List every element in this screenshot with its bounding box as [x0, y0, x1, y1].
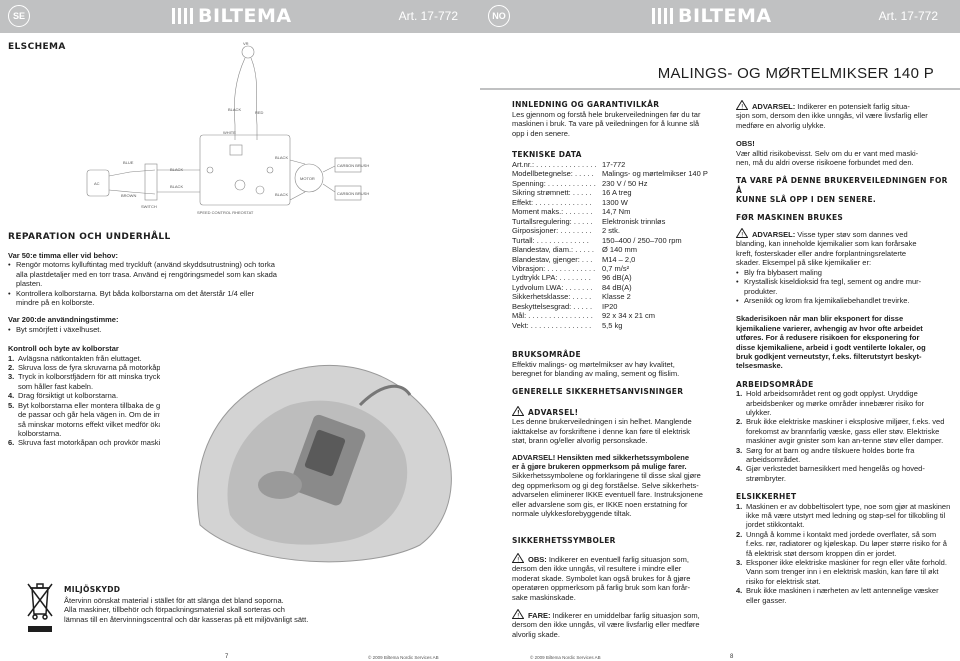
- list-item: • Arsenikk og krom fra kjemikaliebehandlet trevirke.: [736, 296, 951, 305]
- page-number: 8: [730, 654, 734, 660]
- spec-row: Effekt: . . . . . . . . . . . . . . 1300 W: [512, 197, 628, 207]
- symbols-title: SIKKERHETSSYMBOLER: [512, 536, 616, 545]
- motor-photo: [160, 345, 478, 570]
- spec-row: Moment maks.: . . . . . . . 14,7 Nm: [512, 207, 631, 217]
- diagram-label-carbon-brush: CARBON BRUSH: [337, 191, 370, 196]
- list-item: 1. Hold arbeidsområdet rent og godt opplyst. Uryddige arbeidsbenker og mørke områder innebærer risiko for ulykker.: [736, 389, 924, 417]
- before-title: FØR MASKINEN BRUKES: [736, 212, 844, 222]
- diagram-label-black: BLACK: [170, 167, 184, 172]
- list-item: 1. Maskinen er av dobbeltisolert type, noe som gjør at maskinen ikke må være utstyrt med ledning og støp-sel for tilkobling til jordet stikkontakt.: [736, 501, 951, 530]
- header-bar: [480, 0, 960, 33]
- use-text: Effektiv malings- og mørtelmikser av høy kvalitet, beregnet for blanding av maling, sement og flislim.: [512, 360, 680, 379]
- brand-name: BILTEMA: [678, 5, 772, 27]
- list-item: 3. Tryck in kolborstfjädern för att minska trycket, lossa på skruven som håller fast kabeln.: [8, 372, 227, 391]
- list-item: 1. Avlägsna nätkontakten från eluttaget.: [8, 353, 142, 363]
- diagram-label-switch: SWITCH: [141, 204, 157, 209]
- language-badge: NO: [488, 5, 510, 27]
- brand-logo: [652, 6, 772, 26]
- svg-text:!: !: [517, 612, 520, 620]
- spec-row: Blandestav, gjenger: . . . M14 – 2,0: [512, 254, 636, 264]
- list-item: 3. Sørg for at barn og andre tilskuere holdes borte fra arbeidsområdet.: [736, 445, 915, 464]
- checkered-flag-icon: [172, 8, 194, 24]
- list-item: 4. Bruk ikke maskinen i nærheten av lett antennelige væsker eller gasser.: [736, 586, 939, 605]
- spec-row: Turtall: . . . . . . . . . . . . . 150–400 / 250–700 rpm: [512, 235, 682, 245]
- diagram-label-blue: BLUE: [123, 160, 134, 165]
- intro-text: Les gjennom og forstå hele brukerveiledningen før du tar maskinen i bruk. Ta vare på veiledningen for å kunne slå opp i den senere.: [512, 110, 701, 138]
- page-title: MALINGS- OG MØRTELMIKSER 140 P: [657, 65, 934, 82]
- spec-row: Art.nr.: . . . . . . . . . . . . . . . 17-772: [512, 160, 626, 169]
- list-item: • Krystallisk kiseldioksid fra tegl, sement og andre mur- produkter.: [736, 277, 951, 296]
- checkered-flag-icon: [652, 8, 674, 24]
- spec-row: Turtallsregulering: . . . . . Elektronisk trinnløs: [512, 216, 666, 226]
- svg-text:!: !: [517, 556, 520, 563]
- tech-title: TEKNISKE DATA: [512, 150, 582, 159]
- var50-title: Var 50:e timma eller vid behov:: [8, 251, 119, 260]
- wiring-diagram: [85, 40, 375, 220]
- chemical-list: [736, 268, 951, 306]
- list-item: 2. Bruk ikke elektriske maskiner i eksplosive miljøer, f.eks. ved forekomst av brannfarlig væske, gass eller støv. Elektriske maskiner avgir gnister som kan an-tenne støv eller damper.: [736, 417, 945, 446]
- warning-general: ! ADVARSEL! Les denne brukerveiledningen i sin helhet. Manglende iakttakelse av forskriftene i denne kan føre til elektrisk støt, brann og/eller alvorlig personskade. ADVARSEL! Hensikten med sikkerhetssymbolene er å gjøre brukeren oppmerksom på mulige farer. Sikkerhetssymbolene og forklaringene til disse skal gjøre deg oppmerksom og gi deg forståelse. Selve sikkerhets- advarselen eliminerer IKKE eventuell fare. Instruksjonene eller advarslene som gis, er IKKE noen erstatning for normale ulykkesforebyggende tiltak.: [512, 408, 703, 519]
- warning-triangle-icon: [512, 609, 524, 619]
- obs-title: OBS!: [736, 139, 755, 149]
- spec-row: Sikring strømnett: . . . . . 16 A treg: [512, 188, 632, 198]
- page-no: [480, 0, 960, 661]
- repair-title: REPARATION OCH UNDERHÅLL: [8, 232, 171, 242]
- spec-row: Lydvolum LWA: . . . . . . . 84 dB(A): [512, 282, 632, 292]
- diagram-label-black: BLACK: [275, 155, 289, 160]
- spec-table: [512, 160, 708, 330]
- symbols-text: ! OBS: Indikerer en eventuell farlig situasjon som, dersom den ikke unngås, vil resultere i mindre eller moderat skade. Symbolet kan også brukes for å gjøre operatøren oppmerksom på farlig bruk som kan forår- sake maskinskade. ! FARE: Indikerer en umiddelbar farlig situasjon som, dersom den ikke unngås, vil være livsfarlig eller medføre alvorlig skade.: [512, 555, 700, 639]
- kol-title: Kontroll och byte av kolborstar: [8, 344, 119, 354]
- diagram-label-ac: AC: [94, 181, 100, 186]
- svg-text:!: !: [517, 409, 521, 416]
- spec-row: Mål: . . . . . . . . . . . . . . . . 92 x 34 x 21 cm: [512, 311, 655, 321]
- environment-text: Återvinn oönskat material i stället för att slänga det bland soporna. Alla maskiner, tillbehör och förpackningsmaterial skall sorteras och lämnas till en återvinningscentral och där kasseras på ett miljövänligt sätt.: [64, 596, 309, 624]
- brand-name: BILTEMA: [198, 5, 292, 27]
- use-title: BRUKSOMRÅDE: [512, 350, 581, 359]
- list-item: • Bly fra blybasert maling: [736, 268, 951, 277]
- work-title: ARBEIDSOMRÅDE: [736, 379, 814, 389]
- weee-bin-icon: [26, 580, 54, 636]
- diagram-label-black: BLACK: [228, 107, 242, 112]
- language-badge: SE: [8, 5, 30, 27]
- divider: [480, 88, 960, 90]
- list-item: • Byt smörjfett i växelhuset.: [8, 325, 278, 334]
- diagram-label-carbon-brush: CARBON BRUSH: [337, 163, 370, 168]
- spec-row: Spenning: . . . . . . . . . . . . 230 V / 50 Hz: [512, 178, 648, 188]
- diagram-label-black: BLACK: [275, 192, 289, 197]
- right-column: ! ADVARSEL: Indikerer en potensielt farlig situa- sjon som, dersom den ikke unngås, vil være livsfarlig eller medføre en alvorlig ulykke. OBS! Vær alltid risikobevisst. Selv om du er vant med maski- nen, må du aldri overse risikoene forbundet med den. TA VARE PÅ DENNE BRUKERVEILEDNINGEN FOR Å KUNNE SLÅ OPP I DEN SENERE. FØR MASKINEN BRUKES ! ADVARSEL: Visse typer støv som dannes ved blanding, kan inneholde kjemikalier som kan forårsake kreft, fosterskader eller andre forplantningsrelaterte skader. Eksempel på slike kjemikalier er: • Bly fra blybasert maling • Krystallisk kiseldioksid fra tegl, sement og andre mur- produkter. • Arsenikk og krom fra kjemikaliebehandlet trevirke. Skaderisikoen når man blir eksponert for disse kjemikaliene varierer, avhengig av hvor ofte arbeidet utføres. For å redusere risikoen for eksponering for disse kjemikaliene, arbeid i godt ventilerte lokaler, og bruk godkjent verneutstyr, f.eks. filterutstyrt beskyt- telsesmaske. ARBEIDSOMRÅDE 1. Hold arbeidsområdet rent og godt opplyst. Uryddige arbeidsbenker og mørke områder innebærer risiko for ulykker. 2. Bruk ikke elektriske maskiner i eksplosive miljøer, f.eks. ved forekomst av brannfarlig væske, gass eller støv. Elektriske maskiner avgir gnister som kan an-tenne støv eller damper. 3. Sørg for at barn og andre tilskuere holdes borte fra arbeidsområdet. 4. Gjør verkstedet barnesikkert med hengelås og hoved-strømbryter. ELSIKKERHET 1. Maskinen er av dobbeltisolert type, noe som gjør at maskinen ikke må være utstyrt med ledning og støp-sel for tilkobling til jordet stikkontakt. 2. Unngå å komme i kontakt med jordede overflater, så som f.eks. rør, radiatorer og kjøleskap. Du løper større risiko for å få elektrisk støt dersom kroppen din er jordet. 3. Eksponer ikke elektriske maskiner for regn eller våte forhold. Vann som trenger inn i en elektrisk maskin, kan føre til økt risiko for elektrisk støt. 4. Bruk ikke maskinen i nærheten av lett antennelige væsker eller gasser.: [736, 100, 951, 605]
- diagram-label-brown: BROWN: [121, 193, 137, 198]
- copyright: © 2009 Biltema Nordic Services AB: [368, 655, 439, 660]
- diagram-label-black: BLACK: [170, 184, 184, 189]
- list-item: 3. Eksponer ikke elektriske maskiner for regn eller våte forhold. Vann som trenger inn i en elektrisk maskin, kan føre til økt risiko for elektrisk støt.: [736, 558, 947, 586]
- warning-triangle-icon: [736, 100, 748, 110]
- var200-title: Var 200:de användningstimme:: [8, 315, 119, 325]
- schema-title: ELSCHEMA: [8, 42, 66, 52]
- warning-triangle-icon: [512, 406, 524, 416]
- var200-list: [8, 325, 278, 334]
- warning-triangle-icon: [512, 553, 524, 563]
- list-item: 2. Skruva loss de fyra skruvarna på motorkåpan.: [8, 363, 171, 373]
- el-steps: [736, 502, 951, 605]
- intro-title: INNLEDNING OG GARANTIVILKÅR: [512, 100, 660, 109]
- list-item: • Kontrollera kolborstarna. Byt båda kolborstarna om det återstår 1/4 eller mindre på en kolborste.: [8, 289, 278, 308]
- brand-logo: [172, 6, 292, 26]
- spec-row: Beskyttelsesgrad: . . . . . IP20: [512, 301, 618, 311]
- list-item: 4. Drag försiktigt ut kolborstarna.: [8, 391, 119, 401]
- list-item: 2. Unngå å komme i kontakt med jordede overflater, så som f.eks. rør, radiatorer og kjøleskap. Du løper større risiko for å få elektrisk støt dersom kroppen din er jordet.: [736, 529, 947, 558]
- spec-row: Vibrasjon: . . . . . . . . . . . . 0,7 m/s²: [512, 263, 630, 273]
- header-bar: [0, 0, 480, 33]
- page-number: 7: [225, 654, 229, 660]
- diagram-label-red: RED: [255, 110, 264, 115]
- warning-triangle-icon: [736, 228, 748, 238]
- svg-text:!: !: [741, 103, 744, 110]
- diagram-label-vr: VR: [243, 41, 249, 46]
- safety-title: GENERELLE SIKKERHETSANVISNINGER: [512, 387, 684, 396]
- diagram-label-white: WHITE: [223, 130, 236, 135]
- var50-list: [8, 260, 278, 307]
- list-item: 4. Gjør verkstedet barnesikkert med hengelås og hoved-strømbryter.: [736, 464, 925, 483]
- work-steps: [736, 389, 951, 483]
- list-item: 6. Skruva fast motorkåpan och provkör maskinen.: [8, 438, 175, 448]
- article-number: Art. 17-772: [878, 9, 938, 23]
- diagram-label-rheostat: SPEED CONTROL RHEOSTAT: [197, 210, 254, 215]
- diagram-label-motor: MOTOR: [300, 176, 315, 181]
- spec-row: Modellbetegnelse: . . . . . Malings- og mørtelmikser 140 P: [512, 169, 708, 179]
- spec-row: Blandestav, diam.: . . . . . Ø 140 mm: [512, 245, 638, 255]
- spec-row: Girposisjoner: . . . . . . . . 2 stk.: [512, 226, 620, 236]
- spec-row: Sikkerhetsklasse: . . . . . Klasse 2: [512, 292, 631, 302]
- svg-text:!: !: [741, 231, 744, 239]
- list-item: • Rengör motorns kylluftintag med tryckluft (använd skyddsutrustning) och torka alla plastdetaljer med en torr trasa. Använd ej rengöringsmedel som kan skada plasten.: [8, 260, 278, 288]
- spec-row: Vekt: . . . . . . . . . . . . . . . 5,5 kg: [512, 320, 623, 330]
- list-item: 5. Byt kolborstarna eller montera tillbaka de gamla. Kontrollera att de passar och går hela vägen in. Om de inte går hela vägen in så minskar motorns effekt vilket medför ökat slitage på kolborstarna.: [8, 400, 228, 438]
- warning-label: ADVARSEL!: [528, 408, 579, 417]
- spec-row: Lydtrykk LPA: . . . . . . . . 96 dB(A): [512, 273, 632, 283]
- article-number: Art. 17-772: [398, 9, 458, 23]
- environment-title: MILJÖSKYDD: [64, 585, 121, 594]
- copyright: © 2009 Biltema Nordic Services AB: [530, 655, 601, 660]
- el-title: ELSIKKERHET: [736, 492, 797, 502]
